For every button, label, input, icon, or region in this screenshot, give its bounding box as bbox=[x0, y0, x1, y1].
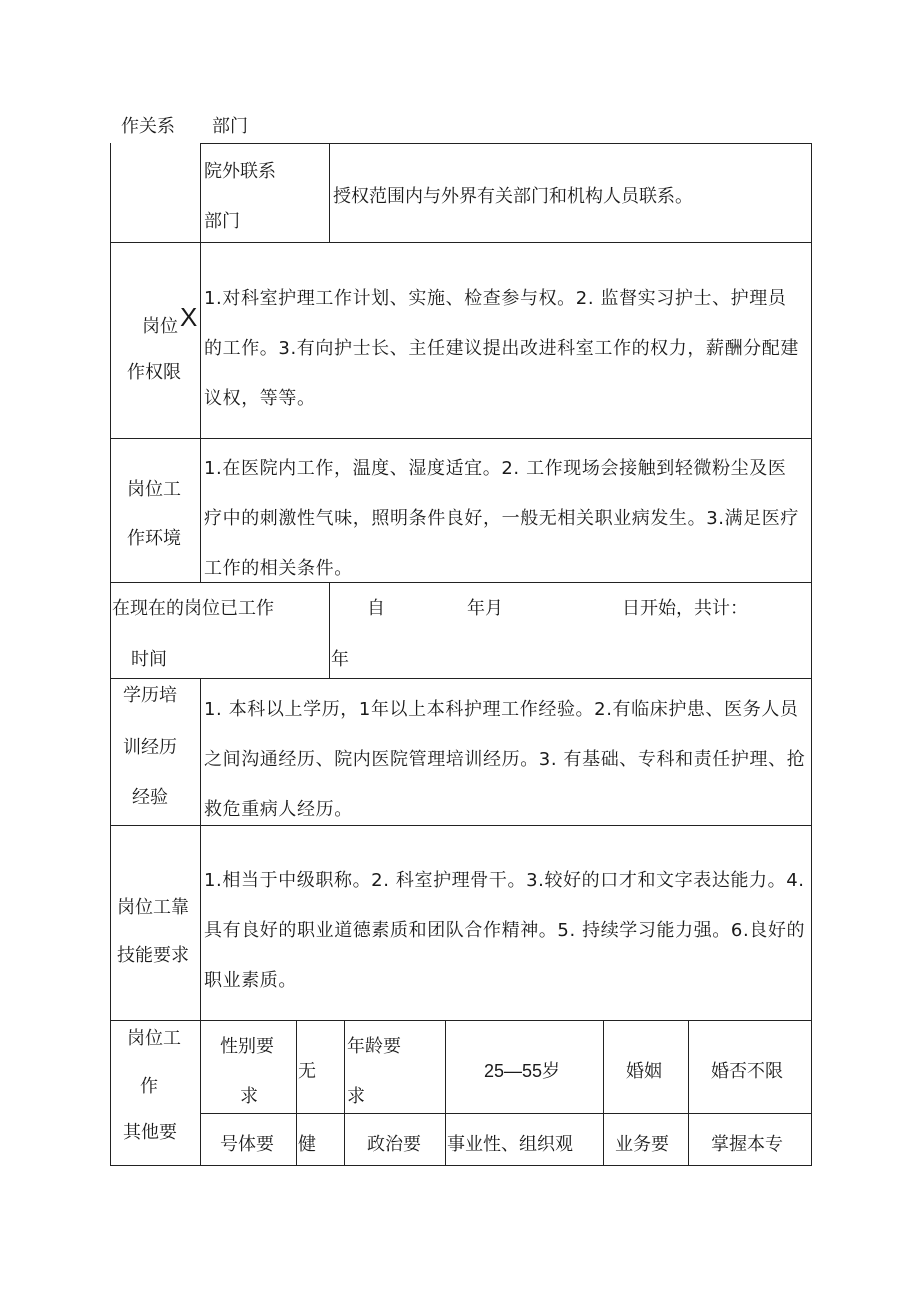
row-line bbox=[110, 438, 812, 439]
gender-value: 无 bbox=[298, 1061, 316, 1082]
row-skills-divider bbox=[200, 825, 201, 1020]
age-label-line2: 求 bbox=[347, 1086, 365, 1107]
row-tenure-divider bbox=[329, 582, 330, 678]
body-value: 健 bbox=[298, 1134, 316, 1155]
tenure-label-line2: 时间 bbox=[131, 649, 167, 670]
skills-label-line1: 岗位工靠 bbox=[117, 897, 189, 918]
environment-label-line2: 作环境 bbox=[127, 528, 181, 549]
external-label-line1: 院外联系 bbox=[204, 161, 276, 182]
authority-label-line2: 作权限 bbox=[127, 362, 181, 383]
body-label: 号体要 bbox=[220, 1134, 274, 1155]
table-border-top bbox=[200, 143, 811, 144]
authority-label-mark: X bbox=[180, 302, 198, 332]
gender-label-line2: 求 bbox=[240, 1086, 258, 1107]
row-external-divider-a bbox=[200, 143, 201, 242]
authority-label-line1: 岗位 bbox=[142, 316, 178, 337]
education-label-line1: 学历培 bbox=[123, 685, 177, 706]
politics-value: 事业性、组织观 bbox=[447, 1134, 573, 1155]
education-label-line2: 训经历 bbox=[123, 737, 177, 758]
tenure-label-line1: 在现在的岗位已工作 bbox=[112, 598, 274, 619]
table-border-right bbox=[811, 143, 812, 1166]
age-value: 25—55岁 bbox=[484, 1061, 561, 1081]
row-other-divider-2 bbox=[296, 1020, 297, 1166]
business-label: 业务要 bbox=[615, 1134, 669, 1155]
education-content: 1. 本科以上学历，1年以上本科护理工作经验。2.有临床护患、医务人员之间沟通经历、院内医院管理培训经历。3. 有基础、专科和责任护理、抢救危重病人经历。 bbox=[204, 699, 806, 820]
header-right-text: 部门 bbox=[212, 116, 248, 137]
gender-label-line1: 性别要 bbox=[220, 1036, 274, 1057]
age-label-line1: 年龄要 bbox=[347, 1036, 401, 1057]
row-other-mid-line bbox=[200, 1113, 812, 1114]
row-other-divider-4 bbox=[445, 1020, 446, 1166]
row-other-divider-1 bbox=[200, 1020, 201, 1166]
environment-content: 1.在医院内工作，温度、湿度适宜。2. 工作现场会接触到轻微粉尘及医疗中的刺激性气味，照明条件良好，一般无相关职业病发生。3.满足医疗工作的相关条件。 bbox=[204, 458, 799, 579]
tenure-start: 日开始，共计： bbox=[622, 598, 748, 619]
row-education-divider bbox=[200, 678, 201, 825]
row-authority-divider bbox=[200, 242, 201, 438]
business-value: 掌握本专 bbox=[711, 1134, 783, 1155]
politics-label: 政治要 bbox=[367, 1134, 421, 1155]
other-label-line3: 其他要 bbox=[123, 1122, 177, 1143]
row-environment-divider bbox=[200, 438, 201, 582]
row-line bbox=[110, 678, 812, 679]
external-label-line2: 部门 bbox=[204, 211, 240, 232]
marriage-value: 婚否不限 bbox=[711, 1061, 783, 1082]
environment-label-line1: 岗位工 bbox=[127, 479, 181, 500]
table-border-bottom bbox=[110, 1165, 812, 1166]
other-label-line1: 岗位工 bbox=[127, 1028, 181, 1049]
row-line bbox=[110, 1020, 812, 1021]
education-label-line3: 经验 bbox=[132, 787, 168, 808]
row-external-divider-b bbox=[329, 143, 330, 242]
row-other-divider-5 bbox=[603, 1020, 604, 1166]
authority-content: 1.对科室护理工作计划、实施、检查参与权。2. 监督实习护士、护理员的工作。3.有向护士长、主任建议提出改进科室工作的权力，薪酬分配建议权，等等。 bbox=[204, 288, 799, 409]
table-border-left bbox=[110, 143, 111, 1166]
tenure-from: 自 bbox=[367, 598, 385, 619]
tenure-years: 年 bbox=[331, 649, 349, 670]
other-label-line2: 作 bbox=[140, 1076, 158, 1097]
row-other-divider-6 bbox=[688, 1020, 689, 1166]
external-content: 授权范围内与外界有关部门和机构人员联系。 bbox=[333, 186, 693, 207]
skills-label-line2: 技能要求 bbox=[117, 945, 189, 966]
skills-content: 1.相当于中级职称。2. 科室护理骨干。3.较好的口才和文字表达能力。4. 具有良好的职业道德素质和团队合作精神。5. 持续学习能力强。6.良好的职业素质。 bbox=[204, 870, 806, 991]
row-line bbox=[110, 242, 812, 243]
marriage-label: 婚姻 bbox=[626, 1061, 662, 1082]
row-other-divider-3 bbox=[344, 1020, 345, 1166]
tenure-year-month: 年月 bbox=[467, 598, 503, 619]
header-left-text: 作关系 bbox=[121, 116, 175, 137]
